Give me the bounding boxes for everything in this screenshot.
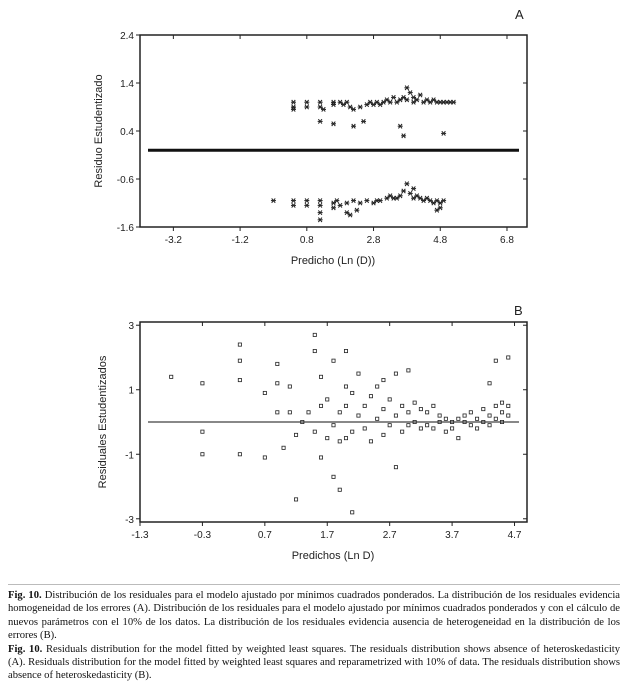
data-point — [354, 208, 359, 212]
data-point — [331, 122, 336, 126]
data-point — [457, 437, 460, 440]
data-point — [319, 456, 322, 459]
data-point — [401, 430, 404, 433]
x-tick-label: 4.8 — [433, 235, 448, 246]
data-point — [334, 198, 339, 202]
data-point — [368, 100, 373, 104]
x-tick-label: 0.7 — [257, 530, 272, 541]
data-point — [363, 404, 366, 407]
data-point — [441, 131, 446, 135]
y-tick-label: 1 — [128, 385, 134, 397]
data-point — [276, 382, 279, 385]
data-point — [438, 201, 443, 205]
data-point — [413, 401, 416, 404]
data-point — [201, 430, 204, 433]
data-point — [331, 102, 336, 106]
data-point — [313, 430, 316, 433]
data-point — [421, 100, 426, 104]
y-tick-label: -3 — [125, 514, 134, 526]
data-point — [411, 100, 416, 104]
data-point — [444, 430, 447, 433]
data-point — [357, 372, 360, 375]
data-point — [304, 203, 309, 207]
data-point — [428, 198, 433, 202]
chart-a — [0, 0, 628, 290]
plot-frame — [140, 35, 527, 227]
data-point — [344, 349, 347, 352]
data-point — [374, 198, 379, 202]
data-point — [414, 194, 419, 198]
data-point — [238, 453, 241, 456]
data-point — [351, 124, 356, 128]
data-point — [170, 375, 173, 378]
data-point — [364, 102, 369, 106]
data-point — [344, 404, 347, 407]
data-point — [388, 424, 391, 427]
data-point — [431, 201, 436, 205]
data-point — [351, 391, 354, 394]
data-point — [288, 411, 291, 414]
x-tick-label: 0.8 — [299, 235, 314, 246]
data-point — [434, 208, 439, 212]
data-point — [419, 427, 422, 430]
data-point — [332, 424, 335, 427]
data-point — [319, 404, 322, 407]
x-tick-label: 2.8 — [366, 235, 381, 246]
data-point — [338, 440, 341, 443]
data-point — [318, 218, 323, 222]
data-point — [418, 196, 423, 200]
data-point — [494, 404, 497, 407]
data-point — [294, 433, 297, 436]
data-point — [319, 375, 322, 378]
data-point — [332, 359, 335, 362]
data-point — [369, 440, 372, 443]
data-point — [384, 196, 389, 200]
chart-b — [0, 300, 628, 570]
data-point — [418, 93, 423, 97]
data-point — [318, 105, 323, 109]
data-point — [428, 100, 433, 104]
y-axis-label: Residuo Estudentizado — [93, 74, 105, 188]
data-point — [394, 100, 399, 104]
y-tick-label: 1.4 — [120, 79, 134, 90]
data-point — [469, 411, 472, 414]
data-point — [371, 102, 376, 106]
data-point — [398, 98, 403, 102]
data-point — [398, 194, 403, 198]
data-point — [376, 385, 379, 388]
data-point — [358, 201, 363, 205]
data-point — [263, 391, 266, 394]
data-point — [407, 424, 410, 427]
x-tick-label: 1.7 — [320, 530, 335, 541]
data-point — [434, 198, 439, 202]
data-point — [426, 411, 429, 414]
x-tick-label: -1.2 — [231, 235, 249, 246]
x-tick-label: -1.3 — [131, 530, 149, 541]
caption-es-label: Fig. 10. — [8, 590, 42, 601]
data-point — [378, 102, 383, 106]
data-point — [276, 411, 279, 414]
data-point — [344, 385, 347, 388]
data-point — [313, 349, 316, 352]
data-point — [401, 189, 406, 193]
x-tick-label: 3.7 — [445, 530, 460, 541]
data-point — [394, 372, 397, 375]
data-point — [507, 356, 510, 359]
data-point — [494, 417, 497, 420]
data-point — [351, 107, 356, 111]
data-point — [451, 100, 456, 104]
data-point — [331, 201, 336, 205]
data-point — [271, 198, 276, 202]
data-point — [431, 98, 436, 102]
data-point — [419, 407, 422, 410]
data-point — [441, 198, 446, 202]
data-point — [382, 378, 385, 381]
data-point — [408, 191, 413, 195]
data-point — [404, 182, 409, 186]
data-point — [376, 417, 379, 420]
data-point — [407, 411, 410, 414]
data-point — [407, 369, 410, 372]
data-point — [351, 430, 354, 433]
data-point — [500, 401, 503, 404]
data-point — [291, 100, 296, 104]
data-point — [351, 198, 356, 202]
data-point — [313, 333, 316, 336]
data-point — [363, 427, 366, 430]
data-point — [282, 446, 285, 449]
data-point — [326, 437, 329, 440]
data-point — [338, 203, 343, 207]
data-point — [304, 100, 309, 104]
data-point — [291, 105, 296, 109]
y-tick-label: 2.4 — [120, 31, 134, 42]
panel-label: A — [515, 7, 524, 22]
data-point — [338, 100, 343, 104]
data-point — [361, 119, 366, 123]
data-point — [424, 98, 429, 102]
data-point — [331, 206, 336, 210]
data-point — [475, 417, 478, 420]
data-point — [344, 210, 349, 214]
data-point — [291, 107, 296, 111]
data-point — [488, 382, 491, 385]
x-tick-label: 6.8 — [500, 235, 514, 246]
data-point — [411, 196, 416, 200]
data-point — [348, 213, 353, 217]
data-point — [332, 475, 335, 478]
data-point — [344, 100, 349, 104]
data-point — [381, 100, 386, 104]
data-point — [364, 198, 369, 202]
caption-es-text: Distribución de los residuales para el modelo ajustado por mínimos cuadrados ponderados. La distribución de los residuales evidencia homogeneidad de los errores (A). Distribución de los residuales para el modelo ajustado por mínimos cuadrados ponderados y con el cálculo de nuevos parámetros con el 10% de los datos. La distribución de los residuales evidencia ausencia de heterogeneidad en la distribución de los errores (B). — [8, 590, 620, 642]
data-point — [341, 102, 346, 106]
data-point — [438, 206, 443, 210]
x-axis-label: Predicho (Ln (D)) — [290, 255, 376, 267]
data-point — [201, 382, 204, 385]
x-axis-label: Predichos (Ln D) — [291, 550, 375, 562]
data-point — [344, 437, 347, 440]
data-point — [394, 196, 399, 200]
data-point — [414, 98, 419, 102]
data-point — [291, 203, 296, 207]
data-point — [404, 98, 409, 102]
data-point — [338, 411, 341, 414]
y-tick-label: 0.4 — [120, 127, 134, 138]
data-point — [411, 95, 416, 99]
y-tick-label: 3 — [128, 321, 134, 333]
y-tick-label: -1 — [125, 450, 134, 462]
data-point — [401, 404, 404, 407]
data-point — [276, 362, 279, 365]
data-point — [391, 95, 396, 99]
y-axis-label: Residuales Estudentizados — [97, 355, 109, 489]
data-point — [432, 427, 435, 430]
data-point — [263, 456, 266, 459]
data-point — [384, 98, 389, 102]
data-point — [394, 414, 397, 417]
data-point — [348, 105, 353, 109]
data-point — [421, 198, 426, 202]
data-point — [426, 424, 429, 427]
data-point — [507, 414, 510, 417]
data-point — [494, 359, 497, 362]
data-point — [500, 411, 503, 414]
data-point — [358, 105, 363, 109]
data-point — [294, 498, 297, 501]
data-point — [338, 488, 341, 491]
data-point — [475, 427, 478, 430]
data-point — [424, 196, 429, 200]
data-point — [401, 95, 406, 99]
data-point — [344, 201, 349, 205]
caption-en-text: Residuals distribution for the model fitted by weighted least squares. The residuals distribution shows absence of heteroskedasticity (A). Residuals distribution for the model fitted by weighted least squares and reparametrized with 10% of data. The residuals distribution shows absence of heteroskedasticity (B). — [8, 643, 620, 682]
caption-es — [8, 589, 620, 643]
data-point — [388, 194, 393, 198]
figure-caption — [8, 584, 620, 683]
data-point — [507, 404, 510, 407]
data-point — [238, 359, 241, 362]
data-point — [238, 378, 241, 381]
data-point — [291, 198, 296, 202]
data-point — [411, 186, 416, 190]
data-point — [374, 100, 379, 104]
data-point — [318, 203, 323, 207]
data-point — [388, 398, 391, 401]
caption-en — [8, 643, 620, 683]
caption-en-label: Fig. 10. — [8, 643, 43, 655]
data-point — [351, 511, 354, 514]
data-point — [318, 210, 323, 214]
data-point — [382, 433, 385, 436]
data-point — [238, 343, 241, 346]
data-point — [482, 407, 485, 410]
data-point — [394, 466, 397, 469]
data-point — [307, 411, 310, 414]
data-point — [408, 90, 413, 94]
x-tick-label: -3.2 — [164, 235, 182, 246]
data-point — [438, 414, 441, 417]
data-point — [382, 407, 385, 410]
data-point — [457, 417, 460, 420]
x-tick-label: 2.7 — [382, 530, 397, 541]
data-point — [201, 453, 204, 456]
data-point — [321, 107, 326, 111]
data-point — [371, 201, 376, 205]
data-point — [444, 417, 447, 420]
data-point — [357, 414, 360, 417]
data-point — [463, 414, 466, 417]
data-point — [401, 134, 406, 138]
data-point — [318, 198, 323, 202]
x-tick-label: -0.3 — [193, 530, 212, 541]
panel-label: B — [514, 303, 523, 318]
data-point — [326, 398, 329, 401]
y-tick-label: -1.6 — [116, 223, 134, 234]
data-point — [318, 100, 323, 104]
data-point — [469, 424, 472, 427]
y-tick-label: -0.6 — [116, 175, 134, 186]
x-tick-label: 4.7 — [507, 530, 522, 541]
data-point — [432, 404, 435, 407]
data-point — [304, 198, 309, 202]
data-point — [369, 395, 372, 398]
data-point — [398, 124, 403, 128]
data-point — [304, 105, 309, 109]
data-point — [488, 424, 491, 427]
data-point — [318, 119, 323, 123]
data-point — [388, 100, 393, 104]
data-point — [450, 427, 453, 430]
data-point — [404, 86, 409, 90]
data-point — [288, 385, 291, 388]
data-point — [331, 100, 336, 104]
data-point — [488, 414, 491, 417]
